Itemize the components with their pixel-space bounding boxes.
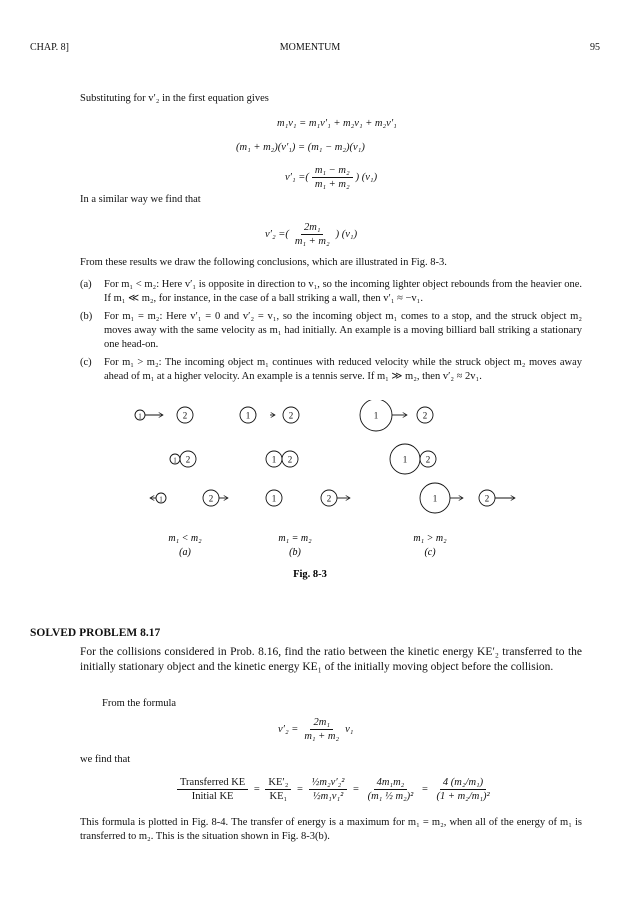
- ratio-fraction-3: [309, 776, 348, 803]
- equals: =: [297, 783, 303, 795]
- ratio-3-num: ½m₂v′₂²: [309, 776, 348, 790]
- problem-heading: SOLVED PROBLEM 8.17: [30, 627, 161, 639]
- ratio-5-den: (1 + m₂/m₁)²: [436, 791, 490, 802]
- ratio-fraction-5: [434, 776, 493, 803]
- ball-label: 1: [271, 493, 277, 504]
- eq3-lhs: v′₁ =: [285, 171, 306, 183]
- ball-label: 1: [373, 410, 379, 421]
- case-c-text: For m₁ > m₂: The incoming object m₁ continues with reduced velocity while the struck object m₂ moves away ahead of m₁ at a higher velocity. An example is a tennis serve. If m₁ ≫ m₂, then v′₂ ≈ 2v₁.: [104, 357, 582, 382]
- ratio-fraction-4: [365, 776, 417, 803]
- we-find-text: we find that: [80, 754, 131, 765]
- eq4-numerator: 2m₁: [301, 221, 323, 235]
- formula-fraction: [301, 716, 342, 743]
- similar-text: In a similar way we find that: [80, 194, 201, 205]
- ball-label: 2: [287, 454, 293, 465]
- chapter-label: CHAP. 8]: [30, 42, 69, 53]
- energy-ratio-equation: [174, 776, 496, 803]
- formula-denominator: m₁ + m₂: [304, 731, 340, 742]
- ratio-fraction-2: [265, 776, 291, 803]
- case-b-text: For m₁ = m₂: Here v′₁ = 0 and v′₂ = v₁, so the incoming object m₁ comes to a stop, and the struck object m₂ moves away with the same velocity as m₁ had initially. An example is a moving billiard ball striking a stationary one head-on.: [104, 311, 582, 350]
- ratio-2-num: KE′₂: [265, 776, 291, 790]
- ratio-1-den: Initial KE: [191, 791, 234, 802]
- ball-label: 1: [271, 454, 277, 465]
- formula-rhs: v₁: [345, 723, 354, 735]
- ball-label: 2: [425, 454, 431, 465]
- from-formula-text: From the formula: [102, 698, 177, 709]
- eq3-numerator: m₁ − m₂: [312, 164, 353, 178]
- ratio-5-num: 4 (m₂/m₁): [440, 776, 486, 790]
- eq4-fraction: [292, 221, 333, 248]
- case-c-label: (c): [80, 357, 92, 368]
- ball-label: 2: [288, 410, 294, 421]
- ball-label: 2: [484, 493, 490, 504]
- ratio-1-num: Transferred KE: [177, 776, 248, 790]
- ball-label: 2: [185, 454, 191, 465]
- ratio-4-num: 4m₁m₂: [374, 776, 408, 790]
- panel-c-label: (c): [424, 547, 436, 558]
- problem-statement: For the collisions considered in Prob. 8.16, find the ratio between the kinetic energy KE′₂ transferred to the initially stationary object and the kinetic energy KE₁ of the initially moving object before the collision.: [80, 646, 582, 673]
- ratio-4-den: (m₁ ½ m₂)²: [367, 791, 414, 802]
- equals: =: [421, 783, 428, 795]
- panel-b-label: (b): [289, 547, 301, 558]
- ball-label: 1: [138, 412, 142, 421]
- ratio-3-den: ½m₁v₁²: [312, 791, 344, 802]
- formula-lhs: v′₂ =: [278, 723, 299, 735]
- eq3-denominator: m₁ + m₂: [314, 179, 350, 190]
- ball-label: 2: [208, 493, 214, 504]
- eq4-lhs: v′₂ =: [265, 228, 286, 240]
- case-a-text: For m₁ < m₂: Here v′₁ is opposite in direction to v₁, so the incoming lighter object rebounds from the heavier one. If m₁ ≪ m₂, for instance, in the case of a ball striking a wall, then v′₁ ≈ −v₁.: [104, 279, 582, 304]
- equation-3: v′₁ =( $\frac{\text{m₁ − m₂}}{\text{m₁ + m₂}}$ ) (v₁): [285, 165, 378, 190]
- ball-label: 1: [159, 495, 163, 504]
- formula-numerator: 2m₁: [310, 716, 332, 730]
- eq4-rhs: (v₁): [341, 228, 358, 240]
- case-b-label: (b): [80, 311, 93, 322]
- ball-label: 2: [182, 410, 188, 421]
- intro-text: Substituting for v′₂ in the first equation gives: [80, 93, 269, 104]
- panel-a-condition: m₁ < m₂: [168, 533, 202, 544]
- figure-caption: Fig. 8-3: [293, 569, 327, 580]
- eq3-fraction: [312, 164, 353, 191]
- ball-label: 1: [245, 410, 251, 421]
- panel-b-condition: m₁ = m₂: [278, 533, 312, 544]
- running-title: MOMENTUM: [279, 42, 341, 53]
- ball-label: 2: [422, 410, 428, 421]
- equals: =: [253, 783, 260, 795]
- equation-1: m₁v₁ = m₁v′₁ + m₂v₁ + m₂v′₁: [277, 118, 397, 129]
- conclusions-intro: From these results we draw the following conclusions, which are illustrated in Fig. 8-3.: [80, 257, 447, 268]
- panel-c-condition: m₁ > m₂: [413, 533, 447, 544]
- equation-2: (m₁ + m₂)(v′₁) = (m₁ − m₂)(v₁): [236, 142, 365, 153]
- ratio-2-den: KE₁: [269, 791, 288, 802]
- eq4-denominator: m₁ + m₂: [294, 236, 330, 247]
- conclusion-text: This formula is plotted in Fig. 8-4. The transfer of energy is a maximum for m₁ = m₂, when all of the energy of m₁ is transferred to m₂. This is the situation shown in Fig. 8-3(b).: [80, 817, 582, 842]
- ratio-fraction-1: [177, 776, 248, 803]
- ball-label: 1: [402, 454, 408, 465]
- case-a-label: (a): [80, 279, 92, 290]
- velocity-formula: [278, 716, 353, 743]
- eq3-rhs: (v₁): [361, 171, 378, 183]
- ball-label: 2: [326, 493, 332, 504]
- panel-a-label: (a): [179, 547, 191, 558]
- ball-label: 1: [173, 456, 177, 465]
- equals: =: [353, 783, 359, 795]
- page-number: 95: [590, 42, 600, 53]
- equation-4: v′₂ =( $\frac{\text{2m₁}}{\text{m₁ + m₂}}$ ) (v₁): [265, 222, 358, 247]
- ball-label: 1: [432, 493, 438, 504]
- collision-figure: [130, 400, 530, 590]
